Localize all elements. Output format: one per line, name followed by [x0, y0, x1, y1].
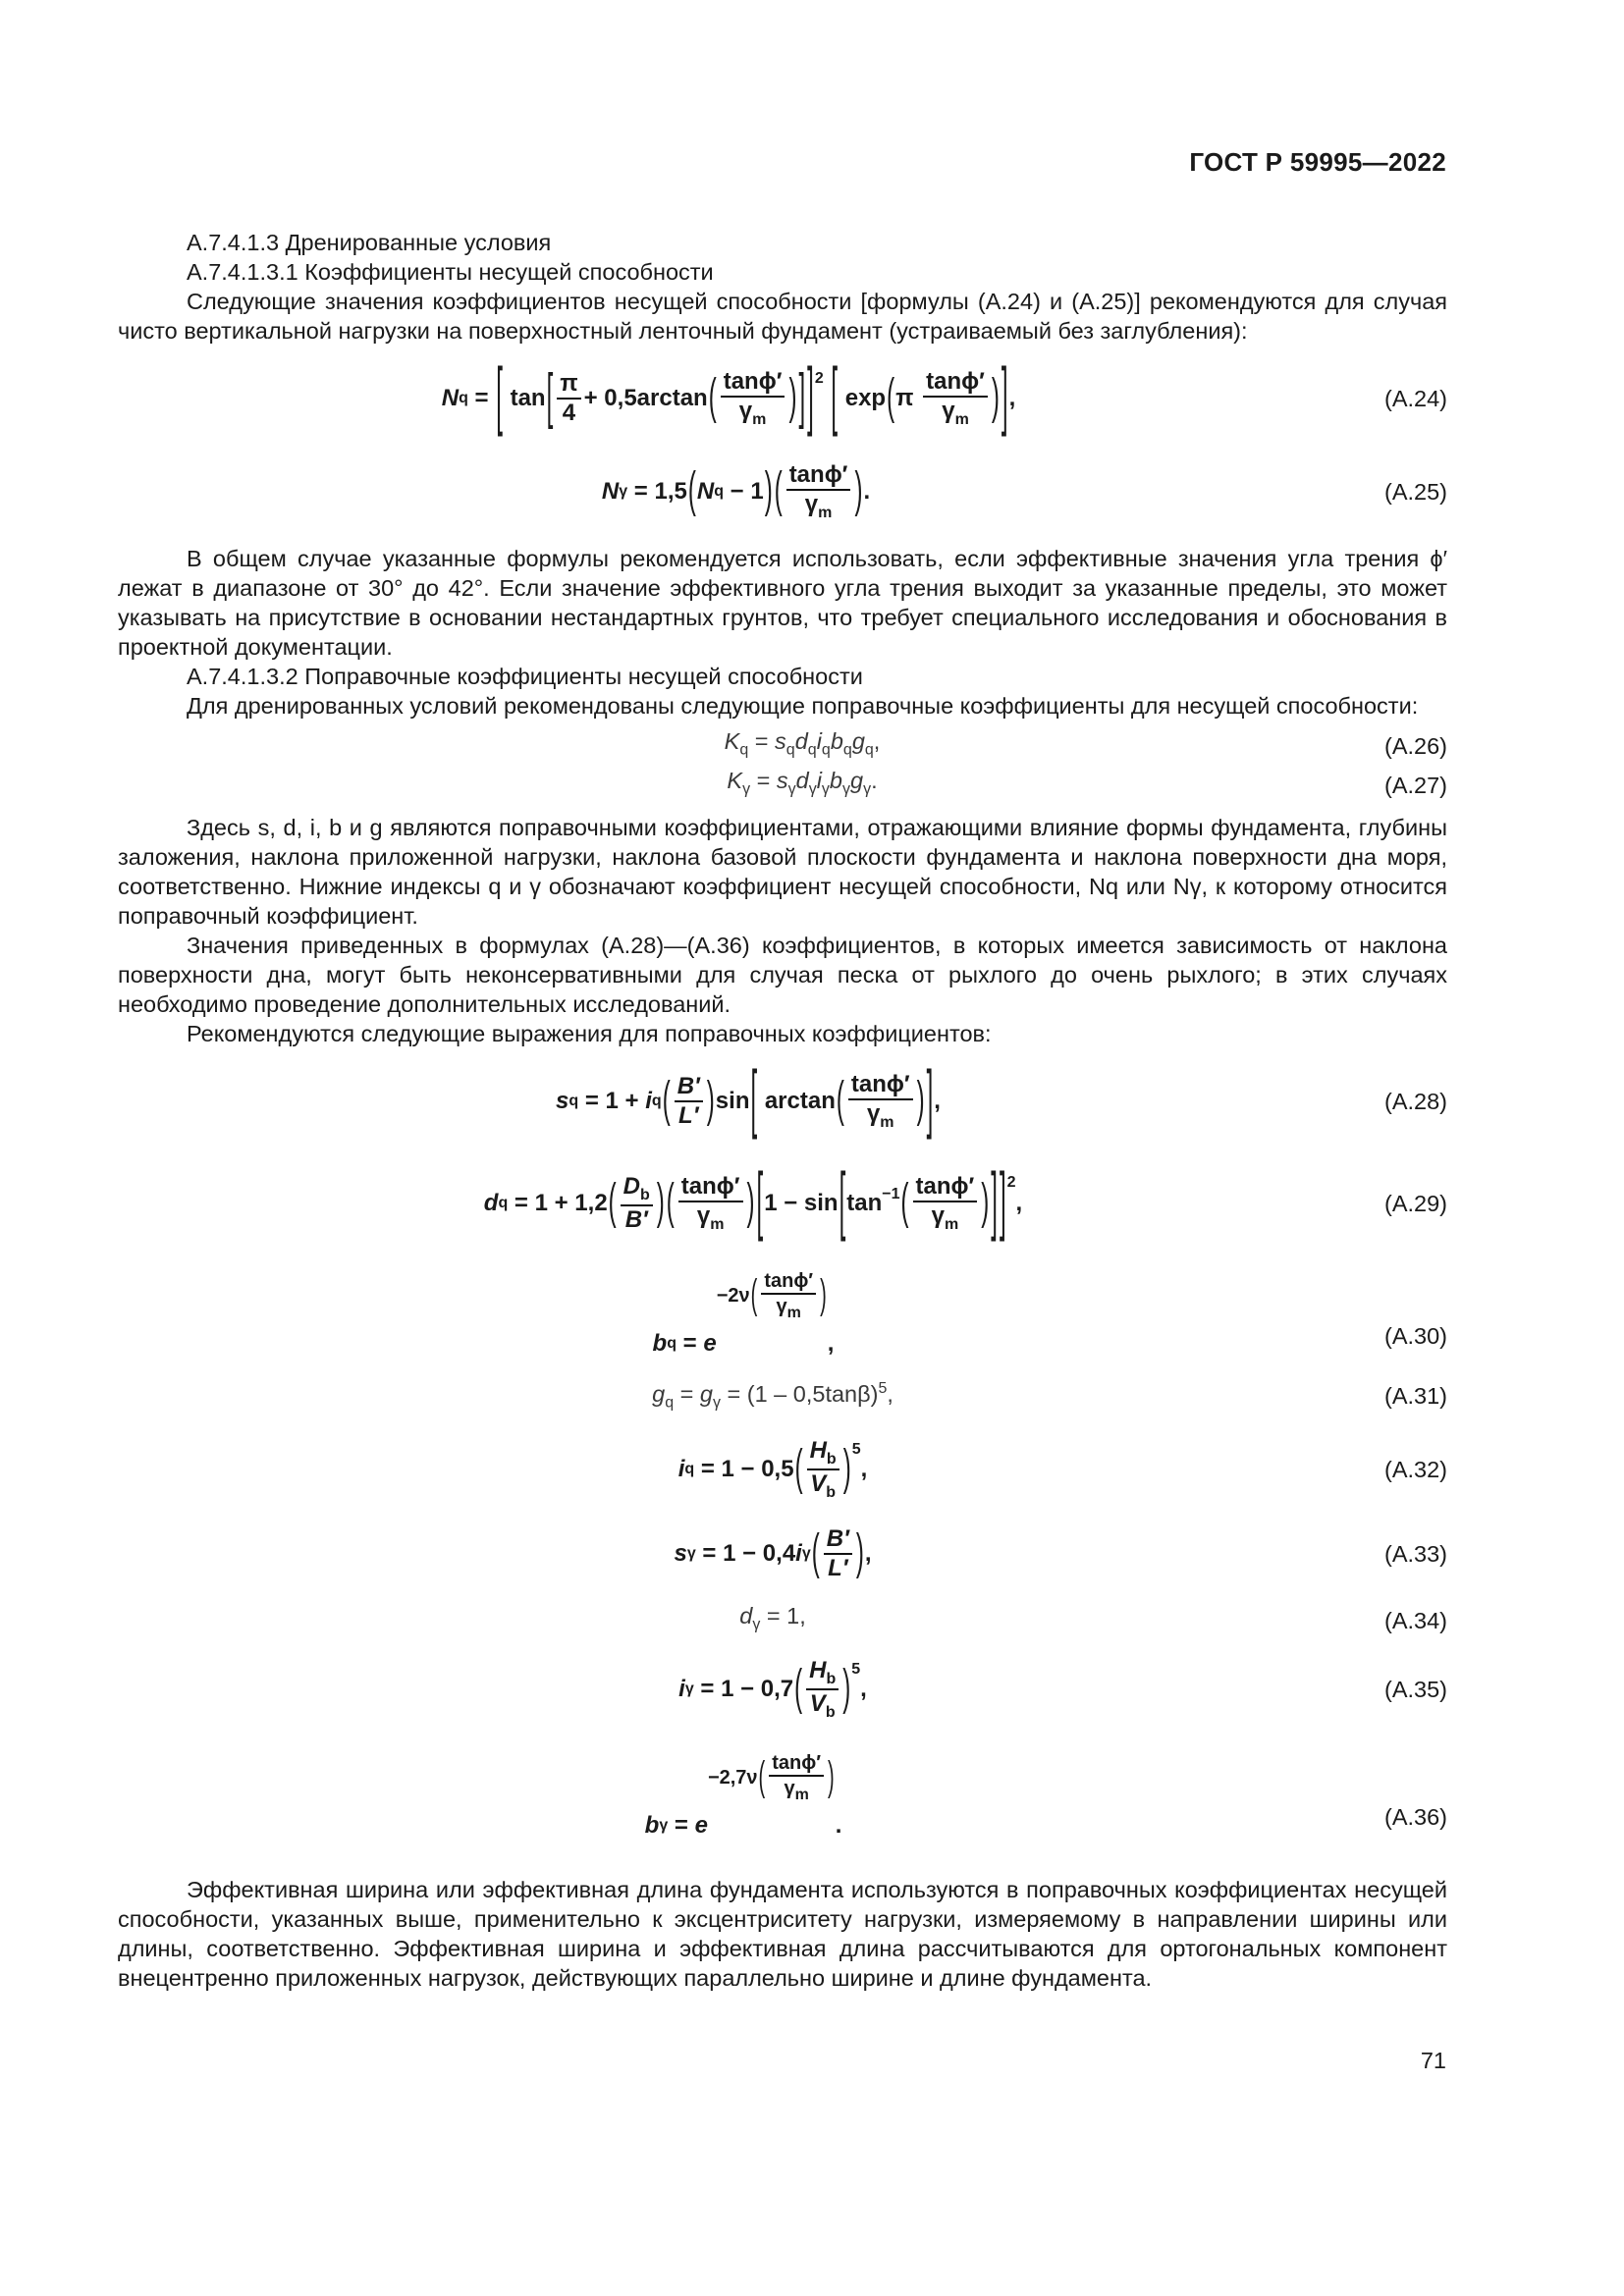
formula-a26: $K_q = s_qd_qi_qb_qg_q$,	[724, 728, 881, 759]
formula-a27: $K_\gamma = s_\gamma d_\gamma i_\gamma b_\gamma g_\gamma$.	[727, 768, 878, 798]
formula-a36-exponent: −2,7ν ( $\frac{\tan\phi'}{\gamma_m}$ )	[707, 1751, 835, 1803]
paragraph-here: Здесь s, d, i, b и g являются поправочными коэффициентами, отражающими влияние формы фундамента, глубины заложения, наклона приложенной нагрузки, наклона базовой плоскости фундамента и наклона поверхности дна моря, соответственно. Нижние индексы q и γ обозначают коэффициент несущей способности, Nq или Nγ, к которому относится поправочный коэффициент.	[118, 815, 1447, 929]
equation-a24	[118, 355, 1447, 442]
formula-a29: d q = 1 + 1,2 ( $\frac{D_b}{B'}$ ) ( $\frac{\tan\phi'}{\gamma_m}$ ) [ 1 − sin [ tan $^{-1}$ ( $\frac{\tan\phi'}{\gamma_m}$ ) ] ] $^2$ ,	[483, 1159, 1023, 1245]
formula-a30: b q = e −2ν ( $\frac{\tan\phi'}{\gamma_m}$ ) ,	[652, 1269, 835, 1358]
equation-number-a32: (А.32)	[1384, 1457, 1447, 1482]
paragraph-values: Значения приведенных в формулах (А.28)—(А.36) коэффициентов, в которых имеется зависимость от наклона поверхности дна, могут быть неконсервативными для случая песка от рыхлого до очень рыхлого; в этих случаях необходимо проведение дополнительных исследований.	[118, 933, 1447, 1017]
equation-a36	[118, 1739, 1447, 1853]
section-title-bearing: А.7.4.1.3.1 Коэффициенты несущей способности	[187, 259, 714, 285]
equation-number-a24: (А.24)	[1384, 386, 1447, 411]
formula-a34: $d_\gamma = 1$,	[739, 1603, 806, 1633]
formula-a30-exponent: −2ν ( $\frac{\tan\phi'}{\gamma_m}$ )	[716, 1269, 827, 1321]
equation-number-a30: (А.30)	[1384, 1323, 1447, 1349]
formula-a33: s γ = 1 − 0,4 i γ ( $\frac{B'}{L'}$ ) ,	[674, 1524, 872, 1581]
document-id: ГОСТ Р 59995—2022	[1189, 147, 1446, 177]
equation-a29	[118, 1156, 1447, 1251]
formula-a24: N q = [ tan [ $\frac{\pi}{4}$ + 0,5arctan ( $\frac{\tan\phi'}{\gamma_m}$ ) ] ] $^2$ [ exp ( π $\frac{\tan\phi'}{\gamma_m}$ ) ] ,	[441, 354, 1016, 440]
paragraph-correction-intro: Для дренированных условий рекомендованы следующие поправочные коэффициенты для несущей способности:	[187, 693, 1419, 719]
equation-a31	[118, 1368, 1447, 1423]
formula-a36: b γ = e −2,7ν ( $\frac{\tan\phi'}{\gamma_m}$ ) .	[644, 1751, 842, 1840]
formula-a31: $g_q = g_\gamma = (1 - 0,5\tan\beta)^5$,	[652, 1379, 893, 1412]
formula-a32: i q = 1 − 0,5 ( $\frac{H_b}{V_b}$ ) $^5$ ,	[677, 1436, 868, 1501]
formula-a25: N γ = 1,5 ( N q − 1 ) ( $\frac{\tan\phi'}{\gamma_m}$ ) .	[601, 460, 871, 521]
equation-a25	[118, 452, 1447, 532]
paragraph-general-case: В общем случае указанные формулы рекомендуется использовать, если эффективные значения угла трения ϕ′ лежат в диапазоне от 30° до 42°. Если значение эффективного угла трения выходит за указанные пределы, это может указывать на присутствие в основании нестандартных грунтов, что требует специального исследования и обоснования в проектной документации.	[118, 546, 1447, 660]
formula-a35: i γ = 1 − 0,7 ( $\frac{H_b}{V_b}$ ) $^5$ ,	[678, 1656, 867, 1721]
paragraph-bearing-intro: Следующие значения коэффициентов несущей способности [формулы (А.24) и (А.25)] рекомендуются для случая чисто вертикальной нагрузки на поверхностный ленточный фундамент (устраиваемый без заглубления):	[118, 289, 1447, 344]
equation-a26	[118, 726, 1447, 766]
equation-number-a31: (А.31)	[1384, 1383, 1447, 1409]
paragraph-effective: Эффективная ширина или эффективная длина фундамента используются в поправочных коэффициентах несущей способности, указанных выше, применительно к эксцентриситету нагрузки, измеряемому в направлении ширины или длины, соответственно. Эффективная ширина и эффективная длина рассчитываются для ортогональных компонент внецентренно приложенных нагрузок, действующих параллельно ширине и длине фундамента.	[118, 1877, 1447, 1991]
equation-number-a26: (А.26)	[1384, 733, 1447, 759]
formula-a28: s q = 1 + i q ( $\frac{B'}{L'}$ ) sin [ arctan ( $\frac{\tan\phi'}{\gamma_m}$ ) ] ,	[556, 1057, 941, 1143]
equation-number-a36: (А.36)	[1384, 1803, 1447, 1830]
equation-number-a33: (А.33)	[1384, 1541, 1447, 1567]
equation-number-a28: (А.28)	[1384, 1089, 1447, 1114]
equation-a27	[118, 766, 1447, 805]
page-content	[118, 228, 1447, 1993]
equation-number-a25: (А.25)	[1384, 479, 1447, 505]
equation-number-a29: (А.29)	[1384, 1191, 1447, 1216]
equation-a28	[118, 1056, 1447, 1147]
equation-number-a35: (А.35)	[1384, 1677, 1447, 1702]
page-number: 71	[1420, 2048, 1446, 2073]
equation-a35	[118, 1645, 1447, 1734]
equation-a30	[118, 1260, 1447, 1368]
equation-number-a27: (А.27)	[1384, 773, 1447, 798]
equation-a33	[118, 1512, 1447, 1596]
equation-a34	[118, 1596, 1447, 1645]
equation-number-a34: (А.34)	[1384, 1608, 1447, 1633]
equation-a32	[118, 1427, 1447, 1512]
paragraph-recommended: Рекомендуются следующие выражения для поправочных коэффициентов:	[187, 1021, 992, 1046]
section-title-drained: А.7.4.1.3 Дренированные условия	[187, 230, 552, 255]
section-title-correction: А.7.4.1.3.2 Поправочные коэффициенты несущей способности	[187, 664, 863, 689]
